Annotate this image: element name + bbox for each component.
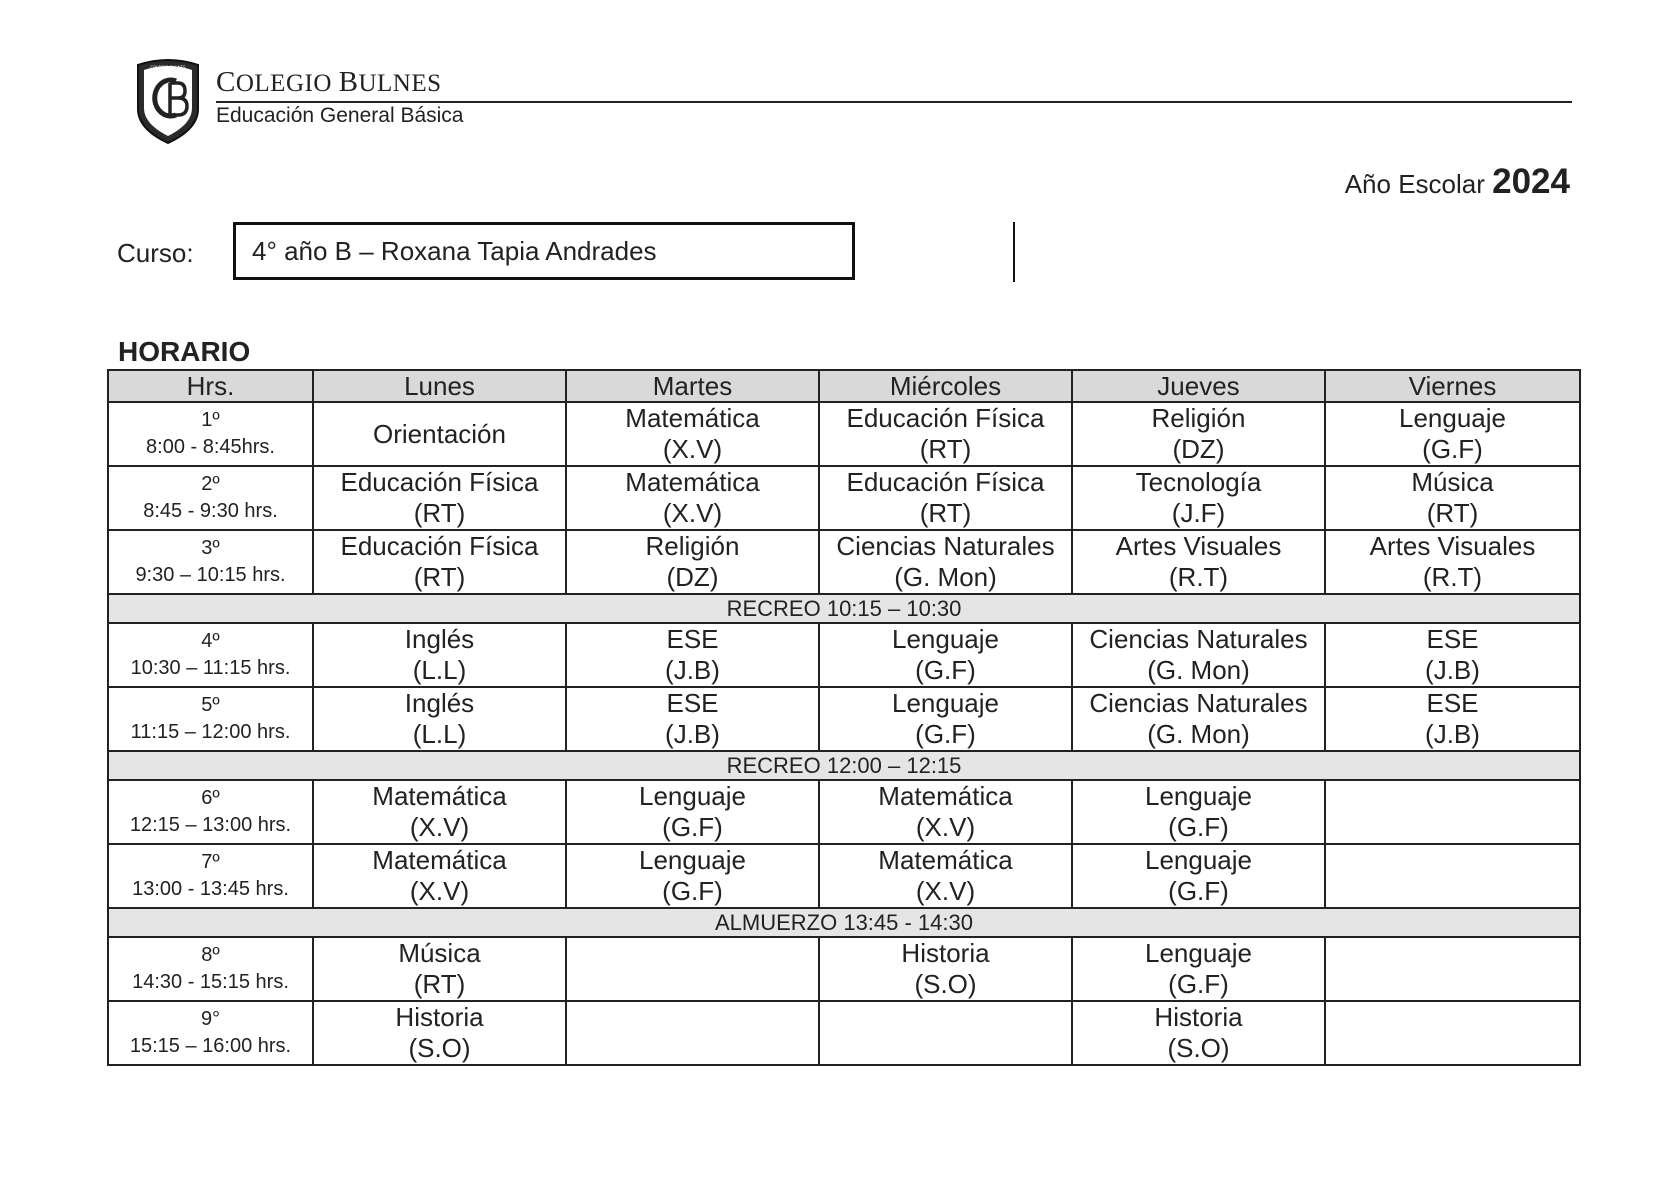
teacher-initials: (S.O) [1167, 1033, 1230, 1063]
period-time-cell [108, 780, 313, 844]
school-name-part-2: ULNES [358, 70, 442, 97]
school-name [216, 66, 442, 99]
subject-name: Educación Física [846, 467, 1045, 497]
period-row [108, 530, 1580, 594]
year-value: 2024 [1492, 162, 1570, 201]
period-number: 6º [201, 787, 220, 809]
class-cell-lunes [313, 530, 566, 594]
period-number: 7º [201, 851, 220, 873]
teacher-initials: (G.F) [915, 655, 976, 685]
school-crest-logo [132, 57, 204, 145]
teacher-initials: (RT) [919, 434, 972, 464]
period-row [108, 687, 1580, 751]
teacher-initials: (RT) [413, 969, 466, 999]
subject-name: ESE [1426, 624, 1479, 654]
period-time-cell [108, 937, 313, 1001]
period-row [108, 937, 1580, 1001]
subject-name: Lenguaje [1399, 403, 1506, 433]
class-cell-miercoles [819, 780, 1072, 844]
class-cell-martes [566, 623, 819, 687]
subject-name: Educación Física [846, 403, 1045, 433]
class-cell-martes [566, 844, 819, 908]
teacher-initials: (RT) [1426, 498, 1479, 528]
teacher-initials: (G.F) [1168, 969, 1229, 999]
year-label: Año Escolar [1344, 169, 1485, 199]
period-time-cell [108, 1001, 313, 1065]
class-cell-viernes [1325, 530, 1580, 594]
subject-name: Lenguaje [1145, 845, 1252, 875]
teacher-initials: (DZ) [1172, 434, 1225, 464]
column-header-hrs: Hrs. [108, 370, 313, 402]
teacher-initials: (G. Mon) [1147, 655, 1250, 685]
period-time: 9:30 – 10:15 hrs. [135, 564, 286, 586]
period-time: 8:00 - 8:45hrs. [146, 436, 275, 458]
period-time: 8:45 - 9:30 hrs. [143, 500, 278, 522]
class-cell-jueves [1072, 1001, 1325, 1065]
break-label: ALMUERZO 13:45 - 14:30 [108, 908, 1580, 937]
subject-name: ESE [1426, 688, 1479, 718]
schedule-header-row [108, 370, 1580, 402]
class-cell-jueves [1072, 530, 1325, 594]
subject-name: Lenguaje [1145, 781, 1252, 811]
class-cell-jueves [1072, 623, 1325, 687]
school-subtitle: Educación General Básica [216, 104, 464, 127]
subject-name: Religión [1151, 403, 1246, 433]
break-label: RECREO 12:00 – 12:15 [108, 751, 1580, 780]
subject-name: Matemática [625, 467, 760, 497]
subject-name: Orientación [373, 418, 506, 449]
class-cell-jueves [1072, 937, 1325, 1001]
subject-name: Matemática [878, 845, 1013, 875]
subject-name: Historia [1154, 1002, 1243, 1032]
period-number: 8º [201, 944, 220, 966]
teacher-initials: (X.V) [662, 434, 723, 464]
curso-label: Curso: [117, 238, 194, 268]
svg-text:COLEGIO BULNES: COLEGIO BULNES [150, 65, 186, 70]
header-divider [216, 101, 1572, 103]
class-cell-martes [566, 402, 819, 466]
subject-name: Religión [645, 531, 740, 561]
teacher-initials: (J.B) [1425, 719, 1480, 749]
subject-name: Matemática [372, 781, 507, 811]
subject-name: Educación Física [340, 467, 539, 497]
class-cell-martes [566, 937, 819, 1001]
break-label: RECREO 10:15 – 10:30 [108, 594, 1580, 623]
teacher-initials: (S.O) [914, 969, 977, 999]
period-row [108, 623, 1580, 687]
period-row [108, 1001, 1580, 1065]
teacher-initials: (L.L) [412, 719, 467, 749]
teacher-initials: (RT) [413, 562, 466, 592]
teacher-initials: (X.V) [662, 498, 723, 528]
teacher-initials: (R.T) [1168, 562, 1229, 592]
subject-name: Música [1411, 467, 1494, 497]
subject-name: Lenguaje [639, 781, 746, 811]
subject-name: Ciencias Naturales [1089, 624, 1308, 654]
subject-name: Inglés [404, 624, 475, 654]
class-cell-miercoles [819, 623, 1072, 687]
class-cell-viernes [1325, 466, 1580, 530]
class-cell-viernes [1325, 1001, 1580, 1065]
subject-name: Música [398, 938, 481, 968]
class-cell-miercoles [819, 937, 1072, 1001]
column-header-viernes: Viernes [1325, 370, 1580, 402]
subject-name: Educación Física [340, 531, 539, 561]
teacher-initials: (X.V) [915, 876, 976, 906]
subject-name: Historia [901, 938, 990, 968]
teacher-initials: (G.F) [662, 876, 723, 906]
column-header-miercoles: Miércoles [819, 370, 1072, 402]
subject-name: ESE [666, 688, 719, 718]
teacher-initials: (R.T) [1422, 562, 1483, 592]
teacher-initials: (G. Mon) [894, 562, 997, 592]
subject-name: Historia [395, 1002, 484, 1032]
class-cell-jueves [1072, 780, 1325, 844]
class-cell-miercoles [819, 687, 1072, 751]
period-row [108, 402, 1580, 466]
period-row [108, 780, 1580, 844]
teacher-initials: (RT) [919, 498, 972, 528]
class-cell-jueves [1072, 844, 1325, 908]
school-name-initial-c: C [216, 66, 236, 98]
period-row [108, 466, 1580, 530]
teacher-initials: (DZ) [666, 562, 719, 592]
school-name-part-1: OLEGIO [235, 70, 332, 97]
class-cell-miercoles [819, 466, 1072, 530]
class-cell-martes [566, 1001, 819, 1065]
period-number: 2º [201, 473, 220, 495]
subject-name: Lenguaje [892, 688, 999, 718]
period-time: 10:30 – 11:15 hrs. [130, 657, 291, 679]
class-cell-miercoles [819, 530, 1072, 594]
break-row [108, 751, 1580, 780]
school-year [1345, 162, 1570, 202]
class-cell-lunes [313, 780, 566, 844]
class-cell-jueves [1072, 687, 1325, 751]
teacher-initials: (J.B) [1425, 655, 1480, 685]
period-time-cell [108, 623, 313, 687]
class-cell-miercoles [819, 844, 1072, 908]
period-number: 1º [201, 409, 220, 431]
period-time: 12:15 – 13:00 hrs. [129, 814, 292, 836]
column-header-jueves: Jueves [1072, 370, 1325, 402]
period-number: 4º [201, 630, 220, 652]
subject-name: Artes Visuales [1369, 531, 1536, 561]
class-cell-miercoles [819, 1001, 1072, 1065]
period-number: 5º [201, 694, 220, 716]
subject-name: Lenguaje [892, 624, 999, 654]
teacher-initials: (G.F) [1168, 876, 1229, 906]
curso-field: 4° año B – Roxana Tapia Andrades [233, 222, 855, 280]
class-cell-martes [566, 466, 819, 530]
teacher-initials: (J.B) [665, 655, 720, 685]
class-cell-martes [566, 530, 819, 594]
period-time: 13:00 - 13:45 hrs. [132, 878, 289, 900]
vertical-divider [1013, 222, 1015, 282]
class-cell-jueves [1072, 466, 1325, 530]
teacher-initials: (G.F) [1168, 812, 1229, 842]
subject-name: Lenguaje [639, 845, 746, 875]
teacher-initials: (X.V) [409, 876, 470, 906]
horario-title: HORARIO [118, 336, 251, 367]
subject-name: Ciencias Naturales [1089, 688, 1308, 718]
period-time-cell [108, 466, 313, 530]
column-header-martes: Martes [566, 370, 819, 402]
class-cell-viernes [1325, 623, 1580, 687]
class-cell-jueves [1072, 402, 1325, 466]
class-cell-miercoles [819, 402, 1072, 466]
period-time-cell [108, 530, 313, 594]
class-cell-martes [566, 780, 819, 844]
schedule-table [107, 369, 1581, 1066]
teacher-initials: (G.F) [662, 812, 723, 842]
class-cell-viernes [1325, 402, 1580, 466]
subject-name: Matemática [878, 781, 1013, 811]
class-cell-lunes [313, 844, 566, 908]
teacher-initials: (X.V) [915, 812, 976, 842]
teacher-initials: (G. Mon) [1147, 719, 1250, 749]
period-time-cell [108, 402, 313, 466]
subject-name: Matemática [625, 403, 760, 433]
subject-name: Matemática [372, 845, 507, 875]
subject-name: Tecnología [1135, 467, 1262, 497]
period-time: 15:15 – 16:00 hrs. [129, 1035, 292, 1057]
teacher-initials: (G.F) [1422, 434, 1483, 464]
class-cell-viernes [1325, 687, 1580, 751]
class-cell-lunes [313, 466, 566, 530]
class-cell-viernes [1325, 780, 1580, 844]
subject-name: Lenguaje [1145, 938, 1252, 968]
class-cell-lunes [313, 937, 566, 1001]
class-cell-lunes [313, 687, 566, 751]
break-row [108, 594, 1580, 623]
class-cell-viernes [1325, 844, 1580, 908]
period-time: 14:30 - 15:15 hrs. [132, 971, 289, 993]
teacher-initials: (G.F) [915, 719, 976, 749]
teacher-initials: (RT) [413, 498, 466, 528]
period-number: 3º [201, 537, 220, 559]
period-time-cell [108, 687, 313, 751]
class-cell-lunes [313, 402, 566, 466]
column-header-lunes: Lunes [313, 370, 566, 402]
break-row [108, 908, 1580, 937]
period-time: 11:15 – 12:00 hrs. [130, 721, 291, 743]
subject-name: ESE [666, 624, 719, 654]
class-cell-viernes [1325, 937, 1580, 1001]
teacher-initials: (L.L) [412, 655, 467, 685]
school-name-initial-b: B [338, 66, 359, 98]
teacher-initials: (S.O) [408, 1033, 471, 1063]
subject-name: Artes Visuales [1115, 531, 1282, 561]
subject-name: Inglés [404, 688, 475, 718]
period-time-cell [108, 844, 313, 908]
class-cell-martes [566, 687, 819, 751]
teacher-initials: (J.F) [1171, 498, 1226, 528]
period-row [108, 844, 1580, 908]
class-cell-lunes [313, 1001, 566, 1065]
teacher-initials: (X.V) [409, 812, 470, 842]
subject-name: Ciencias Naturales [836, 531, 1055, 561]
period-number: 9° [200, 1008, 221, 1030]
class-cell-lunes [313, 623, 566, 687]
teacher-initials: (J.B) [665, 719, 720, 749]
